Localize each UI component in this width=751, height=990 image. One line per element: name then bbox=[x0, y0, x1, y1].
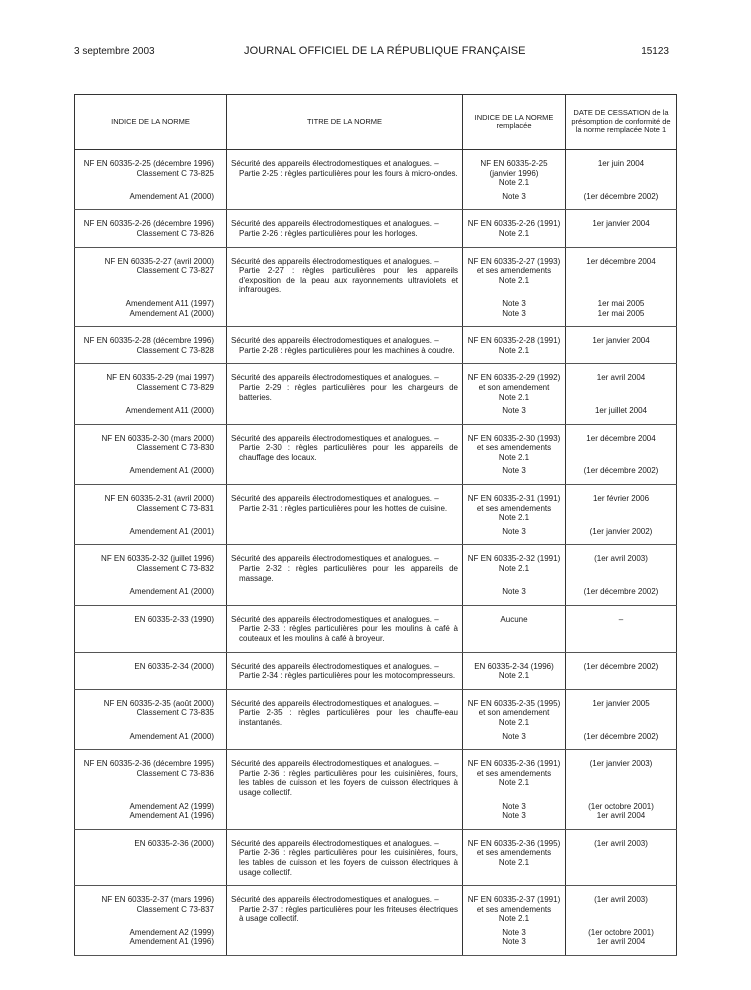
cell-text: (1er avril 2003) bbox=[594, 838, 648, 848]
table-row bbox=[75, 583, 677, 605]
table-row bbox=[75, 545, 677, 583]
cell-text: Amendement A1 (2000) bbox=[129, 308, 214, 318]
norm-index-cell bbox=[75, 689, 227, 727]
norm-index-cell bbox=[75, 402, 227, 424]
cell-text: 1er avril 2004 bbox=[596, 373, 646, 383]
cell-text: Note 3 bbox=[502, 937, 526, 947]
cell-text: Partie 2-30 : règles particulières pour les appareils de chauffage des locaux. bbox=[239, 443, 458, 462]
cell-text: Sécurité des appareils électrodomestiques et analogues. – bbox=[231, 554, 439, 564]
cell-text: Classement C 73-831 bbox=[136, 503, 214, 513]
cessation-date-cell bbox=[566, 750, 677, 798]
table-row bbox=[75, 523, 677, 545]
replaced-norm-cell bbox=[463, 886, 566, 924]
cell-text: (janvier 1996) bbox=[489, 168, 539, 178]
cell-text: Note 2.1 bbox=[498, 717, 530, 727]
cell-text: Amendement A2 (1999) bbox=[129, 927, 214, 937]
cell-text: Note 2.1 bbox=[498, 178, 530, 188]
cessation-date-cell bbox=[566, 402, 677, 424]
cessation-date-cell bbox=[566, 605, 677, 652]
replaced-norm-cell bbox=[463, 689, 566, 727]
cell-text: et ses amendements bbox=[476, 848, 552, 858]
table-row bbox=[75, 485, 677, 523]
cell-text: 1er mai 2005 bbox=[597, 308, 645, 318]
norm-title-cell bbox=[227, 798, 463, 830]
norm-index-cell bbox=[75, 652, 227, 689]
cell-text: 1er juillet 2004 bbox=[594, 406, 648, 416]
cell-text: NF EN 60335-2-37 (1991) bbox=[467, 895, 561, 905]
cell-text: NF EN 60335-2-27 (1993) bbox=[467, 256, 561, 266]
cell-text: Sécurité des appareils électrodomestiques et analogues. – bbox=[231, 494, 439, 504]
cell-text: Partie 2-31 : règles particulières pour les hottes de cuisine. bbox=[239, 503, 448, 513]
cell-text: Note 3 bbox=[502, 731, 526, 741]
norm-index-cell bbox=[75, 150, 227, 188]
cell-text: (1er décembre 2002) bbox=[583, 731, 659, 741]
norm-index-cell bbox=[75, 886, 227, 924]
cessation-date-cell bbox=[566, 689, 677, 727]
cell-text: NF EN 60335-2-29 (mai 1997) bbox=[106, 373, 214, 383]
table-row bbox=[75, 327, 677, 364]
cell-text: Partie 2-36 : règles particulières pour les cuisinières, fours, les tables de cuisson et les foyers de cuisson électriques à usage collectif. bbox=[239, 768, 458, 797]
cell-text: 1er avril 2004 bbox=[596, 937, 646, 947]
norm-title-cell bbox=[227, 583, 463, 605]
cell-text: Amendement A1 (2001) bbox=[129, 526, 214, 536]
norm-index-cell bbox=[75, 750, 227, 798]
table-row bbox=[75, 829, 677, 885]
norm-title-cell bbox=[227, 523, 463, 545]
cell-text: 1er janvier 2004 bbox=[592, 336, 650, 346]
cell-text: Note 3 bbox=[502, 927, 526, 937]
cell-text: NF EN 60335-2-29 (1992) bbox=[467, 373, 561, 383]
replaced-norm-cell bbox=[463, 545, 566, 583]
table-row bbox=[75, 295, 677, 327]
replaced-norm-cell bbox=[463, 402, 566, 424]
replaced-norm-cell bbox=[463, 150, 566, 188]
cell-text: Classement C 73-826 bbox=[136, 228, 214, 238]
cell-text: et ses amendements bbox=[476, 443, 552, 453]
cell-text: NF EN 60335-2-36 (1995) bbox=[467, 838, 561, 848]
cessation-date-cell bbox=[566, 210, 677, 247]
replaced-norm-cell bbox=[463, 424, 566, 462]
norm-title-cell bbox=[227, 485, 463, 523]
replaced-norm-cell bbox=[463, 462, 566, 484]
cell-text: 1er juin 2004 bbox=[597, 159, 645, 168]
replaced-norm-cell bbox=[463, 327, 566, 364]
cell-text: et son amendement bbox=[478, 382, 550, 392]
replaced-norm-cell bbox=[463, 605, 566, 652]
cell-text: (1er avril 2003) bbox=[594, 554, 648, 564]
cell-text: Classement C 73-830 bbox=[136, 443, 214, 453]
page-number: 15123 bbox=[641, 46, 669, 57]
cell-text: Partie 2-37 : règles particulières pour les friteuses électriques à usage collectif. bbox=[239, 904, 458, 924]
table-row bbox=[75, 689, 677, 727]
norm-title-cell bbox=[227, 886, 463, 924]
norm-title-cell bbox=[227, 829, 463, 885]
table-row bbox=[75, 150, 677, 188]
table-row bbox=[75, 924, 677, 956]
cell-text: Note 2.1 bbox=[498, 671, 530, 681]
norm-index-cell bbox=[75, 583, 227, 605]
cell-text: Sécurité des appareils électrodomestiques et analogues. – bbox=[231, 614, 439, 624]
cell-text: Sécurité des appareils électrodomestiques et analogues. – bbox=[231, 838, 439, 848]
table-row bbox=[75, 364, 677, 402]
cell-text: et son amendement bbox=[478, 708, 550, 718]
cell-text: Amendement A2 (1999) bbox=[129, 801, 214, 811]
cell-text: Classement C 73-827 bbox=[136, 266, 214, 276]
cell-text: NF EN 60335-2-32 (1991) bbox=[467, 554, 561, 564]
replaced-norm-cell bbox=[463, 485, 566, 523]
cell-text: NF EN 60335-2-31 (avril 2000) bbox=[104, 494, 214, 504]
cell-text: 1er janvier 2004 bbox=[592, 219, 650, 229]
norm-title-cell bbox=[227, 327, 463, 364]
cessation-date-cell bbox=[566, 150, 677, 188]
cell-text: Amendement A11 (1997) bbox=[125, 298, 214, 308]
norm-title-cell bbox=[227, 247, 463, 295]
cell-text: Note 3 bbox=[502, 466, 526, 476]
norm-title-cell bbox=[227, 728, 463, 750]
replaced-norm-cell bbox=[463, 295, 566, 327]
cell-text: EN 60335-2-34 (1996) bbox=[474, 661, 554, 671]
table-row bbox=[75, 750, 677, 798]
norms-table bbox=[74, 94, 677, 956]
table-row bbox=[75, 886, 677, 924]
cell-text: EN 60335-2-34 (2000) bbox=[134, 661, 214, 671]
cell-text: et ses amendements bbox=[476, 503, 552, 513]
norm-title-cell bbox=[227, 210, 463, 247]
cell-text: Sécurité des appareils électrodomestiques et analogues. – bbox=[231, 698, 439, 708]
cell-text: EN 60335-2-33 (1990) bbox=[134, 614, 214, 624]
cell-text: NF EN 60335-2-26 (1991) bbox=[467, 219, 561, 229]
cell-text: Partie 2-27 : règles particulières pour les appareils d'exposition de la peau aux rayonnements ultraviolets et infrarouges. bbox=[239, 266, 458, 295]
cell-text: Partie 2-33 : règles particulières pour les moulins à café à couteaux et les moulins à café à broyeur. bbox=[239, 624, 458, 643]
norm-index-cell bbox=[75, 210, 227, 247]
cessation-date-cell bbox=[566, 523, 677, 545]
norm-index-cell bbox=[75, 523, 227, 545]
cell-text: Note 3 bbox=[502, 191, 526, 201]
norm-index-cell bbox=[75, 327, 227, 364]
cell-text: NF EN 60335-2-31 (1991) bbox=[467, 494, 561, 504]
table-row bbox=[75, 188, 677, 210]
cell-text: Partie 2-26 : règles particulières pour les horloges. bbox=[239, 228, 418, 238]
cessation-date-cell bbox=[566, 652, 677, 689]
cell-text: 1er mai 2005 bbox=[597, 298, 645, 308]
cell-text: Amendement A1 (1996) bbox=[129, 811, 214, 821]
table-row bbox=[75, 652, 677, 689]
cell-text: NF EN 60335-2-36 (1991) bbox=[467, 759, 561, 769]
cell-text: Classement C 73-832 bbox=[136, 564, 214, 574]
norm-index-cell bbox=[75, 295, 227, 327]
cell-text: Sécurité des appareils électrodomestiques et analogues. – bbox=[231, 433, 439, 443]
column-header-norm-title: TITRE DE LA NORME bbox=[227, 95, 463, 150]
cell-text: 1er décembre 2004 bbox=[586, 433, 656, 443]
cell-text: Sécurité des appareils électrodomestiques et analogues. – bbox=[231, 759, 439, 769]
norm-index-cell bbox=[75, 545, 227, 583]
page-header bbox=[74, 46, 669, 60]
cell-text: Note 3 bbox=[502, 308, 526, 318]
cessation-date-cell bbox=[566, 545, 677, 583]
norm-index-cell bbox=[75, 364, 227, 402]
norm-title-cell bbox=[227, 424, 463, 462]
cell-text: Amendement A11 (2000) bbox=[125, 406, 214, 416]
cell-text: NF EN 60335-2-28 (décembre 1996) bbox=[83, 336, 214, 346]
cell-text: NF EN 60335-2-26 (décembre 1996) bbox=[83, 219, 214, 229]
norm-title-cell bbox=[227, 605, 463, 652]
cell-text: NF EN 60335-2-35 (août 2000) bbox=[103, 698, 214, 708]
cell-text: Note 2.1 bbox=[498, 275, 530, 285]
table-row bbox=[75, 462, 677, 484]
cell-text: (1er janvier 2002) bbox=[589, 526, 653, 536]
cell-text: Note 2.1 bbox=[498, 564, 530, 574]
table-row bbox=[75, 424, 677, 462]
cell-text: NF EN 60335-2-30 (mars 2000) bbox=[101, 433, 214, 443]
column-header-norm-index: INDICE DE LA NORME bbox=[75, 95, 227, 150]
header-date: 3 septembre 2003 bbox=[74, 46, 155, 57]
table-row bbox=[75, 247, 677, 295]
cell-text: Note 2.1 bbox=[498, 345, 530, 355]
replaced-norm-cell bbox=[463, 924, 566, 956]
norm-title-cell bbox=[227, 924, 463, 956]
cell-text: Note 3 bbox=[502, 801, 526, 811]
cell-text: Partie 2-29 : règles particulières pour les chargeurs de batteries. bbox=[239, 382, 458, 402]
norm-title-cell bbox=[227, 462, 463, 484]
cell-text: Sécurité des appareils électrodomestiques et analogues. – bbox=[231, 895, 439, 905]
cell-text: Classement C 73-828 bbox=[136, 345, 214, 355]
cell-text: (1er décembre 2002) bbox=[583, 466, 659, 476]
cell-text: Sécurité des appareils électrodomestiques et analogues. – bbox=[231, 219, 439, 229]
journal-title: JOURNAL OFFICIEL DE LA RÉPUBLIQUE FRANÇAISE bbox=[244, 45, 526, 57]
norm-title-cell bbox=[227, 545, 463, 583]
cessation-date-cell bbox=[566, 798, 677, 830]
cell-text: Note 3 bbox=[502, 811, 526, 821]
replaced-norm-cell bbox=[463, 652, 566, 689]
cell-text: EN 60335-2-36 (2000) bbox=[134, 838, 214, 848]
cessation-date-cell bbox=[566, 829, 677, 885]
cell-text: et ses amendements bbox=[476, 266, 552, 276]
cell-text: Aucune bbox=[500, 614, 528, 624]
cessation-date-cell bbox=[566, 886, 677, 924]
norm-index-cell bbox=[75, 924, 227, 956]
cessation-date-cell bbox=[566, 485, 677, 523]
norm-index-cell bbox=[75, 829, 227, 885]
norm-title-cell bbox=[227, 689, 463, 727]
norm-index-cell bbox=[75, 424, 227, 462]
cell-text: Sécurité des appareils électrodomestiques et analogues. – bbox=[231, 661, 439, 671]
replaced-norm-cell bbox=[463, 750, 566, 798]
cell-text: Sécurité des appareils électrodomestiques et analogues. – bbox=[231, 373, 439, 383]
norm-title-cell bbox=[227, 652, 463, 689]
table-body bbox=[75, 150, 677, 956]
replaced-norm-cell bbox=[463, 728, 566, 750]
cessation-date-cell bbox=[566, 188, 677, 210]
cessation-date-cell bbox=[566, 462, 677, 484]
cell-text: 1er avril 2004 bbox=[596, 811, 646, 821]
norm-index-cell bbox=[75, 728, 227, 750]
table-header-row bbox=[75, 95, 677, 150]
replaced-norm-cell bbox=[463, 247, 566, 295]
cell-text: Note 2.1 bbox=[498, 228, 530, 238]
cessation-date-cell bbox=[566, 364, 677, 402]
column-header-replaced-norm: INDICE DE LA NORME remplacée bbox=[463, 95, 566, 150]
norm-title-cell bbox=[227, 295, 463, 327]
cell-text: Note 2.1 bbox=[498, 452, 530, 462]
norm-index-cell bbox=[75, 247, 227, 295]
cell-text: (1er décembre 2002) bbox=[583, 661, 659, 671]
cessation-date-cell bbox=[566, 424, 677, 462]
cell-text: Sécurité des appareils électrodomestiques et analogues. – bbox=[231, 336, 439, 346]
cell-text: Amendement A1 (2000) bbox=[129, 587, 214, 597]
norm-title-cell bbox=[227, 750, 463, 798]
replaced-norm-cell bbox=[463, 210, 566, 247]
cell-text: (1er décembre 2002) bbox=[583, 191, 659, 201]
table-row bbox=[75, 402, 677, 424]
cell-text: 1er décembre 2004 bbox=[586, 256, 656, 266]
table-row bbox=[75, 728, 677, 750]
cell-text: Partie 2-36 : règles particulières pour les cuisinières, fours, les tables de cuisson et les foyers de cuisson électriques à usage collectif. bbox=[239, 848, 458, 877]
norm-title-cell bbox=[227, 188, 463, 210]
cell-text: NF EN 60335-2-28 (1991) bbox=[467, 336, 561, 346]
replaced-norm-cell bbox=[463, 583, 566, 605]
cell-text: NF EN 60335-2-25 bbox=[480, 159, 548, 168]
cell-text: (1er décembre 2002) bbox=[583, 587, 659, 597]
cell-text: (1er octobre 2001) bbox=[588, 927, 654, 937]
cell-text: NF EN 60335-2-32 (juillet 1996) bbox=[101, 554, 214, 564]
cell-text: 1er février 2006 bbox=[592, 494, 650, 504]
cell-text: Amendement A1 (2000) bbox=[129, 191, 214, 201]
cell-text: Sécurité des appareils électrodomestiques et analogues. – bbox=[231, 256, 439, 266]
norm-title-cell bbox=[227, 364, 463, 402]
cell-text: (1er avril 2003) bbox=[594, 895, 648, 905]
cell-text: Classement C 73-825 bbox=[136, 168, 214, 178]
cell-text: Sécurité des appareils électrodomestiques et analogues. – bbox=[231, 159, 439, 168]
norm-index-cell bbox=[75, 462, 227, 484]
norm-title-cell bbox=[227, 150, 463, 188]
norm-index-cell bbox=[75, 188, 227, 210]
replaced-norm-cell bbox=[463, 364, 566, 402]
cessation-date-cell bbox=[566, 583, 677, 605]
cell-text: et ses amendements bbox=[476, 768, 552, 778]
norm-title-cell bbox=[227, 402, 463, 424]
cell-text: Partie 2-25 : règles particulières pour les fours à micro-ondes. bbox=[239, 168, 458, 178]
cell-text: Partie 2-28 : règles particulières pour les machines à coudre. bbox=[239, 345, 455, 355]
cessation-date-cell bbox=[566, 728, 677, 750]
cell-text: 1er janvier 2005 bbox=[592, 698, 650, 708]
cell-text: NF EN 60335-2-36 (décembre 1995) bbox=[83, 759, 214, 769]
cell-text: (1er janvier 2003) bbox=[589, 759, 653, 769]
cell-text: Amendement A1 (1996) bbox=[129, 937, 214, 947]
replaced-norm-cell bbox=[463, 829, 566, 885]
cell-text: Note 2.1 bbox=[498, 914, 530, 924]
norm-index-cell bbox=[75, 485, 227, 523]
cessation-date-cell bbox=[566, 247, 677, 295]
cell-text: – bbox=[618, 614, 624, 624]
table-row bbox=[75, 798, 677, 830]
cessation-date-cell bbox=[566, 327, 677, 364]
cell-text: Partie 2-32 : règles particulières pour les appareils de massage. bbox=[239, 564, 458, 583]
cell-text: Amendement A1 (2000) bbox=[129, 466, 214, 476]
norm-index-cell bbox=[75, 798, 227, 830]
cell-text: NF EN 60335-2-27 (avril 2000) bbox=[104, 256, 214, 266]
column-header-cessation-date: DATE DE CESSATION de la présomption de conformité de la norme remplacée Note 1 bbox=[566, 95, 677, 150]
cell-text: Note 3 bbox=[502, 526, 526, 536]
cell-text: Note 3 bbox=[502, 587, 526, 597]
cell-text: Note 2.1 bbox=[498, 778, 530, 788]
replaced-norm-cell bbox=[463, 798, 566, 830]
cell-text: Note 3 bbox=[502, 406, 526, 416]
cell-text: Partie 2-34 : règles particulières pour les motocompresseurs. bbox=[239, 671, 456, 681]
table-row bbox=[75, 210, 677, 247]
cessation-date-cell bbox=[566, 295, 677, 327]
replaced-norm-cell bbox=[463, 188, 566, 210]
table-row bbox=[75, 605, 677, 652]
cell-text: Classement C 73-835 bbox=[136, 708, 214, 718]
cell-text: Amendement A1 (2000) bbox=[129, 731, 214, 741]
cell-text: NF EN 60335-2-30 (1993) bbox=[467, 433, 561, 443]
cell-text: Note 2.1 bbox=[498, 513, 530, 523]
norm-index-cell bbox=[75, 605, 227, 652]
replaced-norm-cell bbox=[463, 523, 566, 545]
cell-text: Classement C 73-836 bbox=[136, 768, 214, 778]
cessation-date-cell bbox=[566, 924, 677, 956]
cell-text: Partie 2-35 : règles particulières pour les chauffe-eau instantanés. bbox=[239, 708, 458, 727]
cell-text: Note 2.1 bbox=[498, 857, 530, 867]
cell-text: et ses amendements bbox=[476, 904, 552, 914]
cell-text: Note 2.1 bbox=[498, 392, 530, 402]
cell-text: (1er octobre 2001) bbox=[588, 801, 654, 811]
cell-text: NF EN 60335-2-37 (mars 1996) bbox=[101, 895, 214, 905]
cell-text: Note 3 bbox=[502, 298, 526, 308]
cell-text: Classement C 73-837 bbox=[136, 904, 214, 914]
cell-text: NF EN 60335-2-35 (1995) bbox=[467, 698, 561, 708]
cell-text: Classement C 73-829 bbox=[136, 382, 214, 392]
cell-text: NF EN 60335-2-25 (décembre 1996) bbox=[83, 159, 214, 168]
